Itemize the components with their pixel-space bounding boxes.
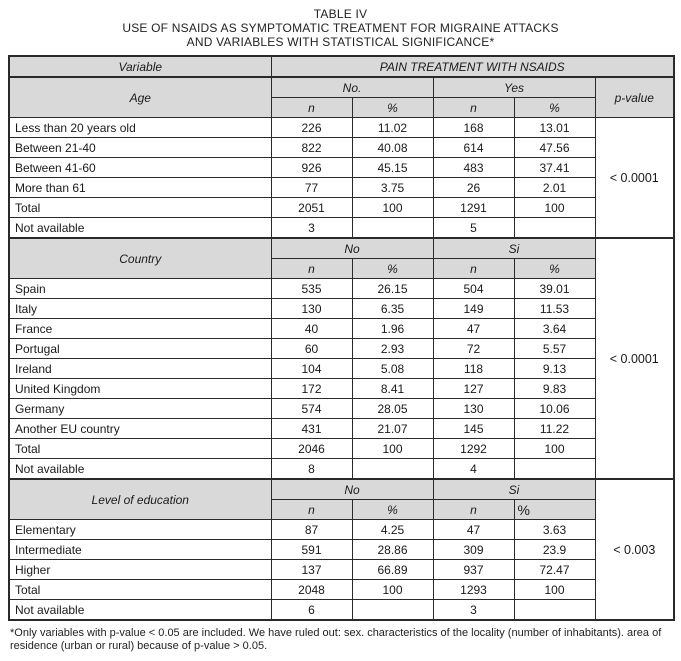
table-title-line1: USE OF NSAIDS AS SYMPTOMATIC TREATMENT FOR MIGRAINE ATTACKS [122,21,559,35]
subheader-cell: % [514,500,595,520]
yes-pct-cell: 100 [514,439,595,459]
no-pct-cell: 100 [352,580,433,600]
section-name: Level of education [9,479,271,520]
no-pct-cell: 100 [352,439,433,459]
row-label: France [9,319,271,339]
yes-column-header: Si [433,479,595,500]
no-pct-cell: 8.41 [352,379,433,399]
no-n-cell: 2046 [271,439,352,459]
table-row [9,580,674,600]
no-n-cell: 574 [271,399,352,419]
no-pct-cell: 28.05 [352,399,433,419]
row-label: Portugal [9,339,271,359]
yes-n-cell: 145 [433,419,514,439]
section-header-row [9,479,674,500]
row-label: Total [9,198,271,218]
yes-pct-cell: 47.56 [514,138,595,158]
table-row [9,319,674,339]
nsaids-table-body [9,56,674,620]
table-footnote: *Only variables with p-value < 0.05 are included. We have ruled out: sex. characteristics of the locality (number of inhabitants). area of residence (urban or rural) because of p-value > 0.05. [10,627,662,652]
variable-header: Variable [9,56,271,77]
row-label: Not available [9,600,271,621]
table-row [9,158,674,178]
yes-n-cell: 614 [433,138,514,158]
yes-pct-cell: 2.01 [514,178,595,198]
yes-n-cell: 483 [433,158,514,178]
section-name: Age [9,77,271,118]
yes-n-cell: 168 [433,118,514,138]
no-pct-cell: 66.89 [352,560,433,580]
table-row [9,359,674,379]
yes-column-header: Yes [433,77,595,98]
no-n-cell: 822 [271,138,352,158]
no-n-cell: 591 [271,540,352,560]
no-pct-cell: 1.96 [352,319,433,339]
pvalue-cell: < 0.003 [595,479,674,620]
row-label: Another EU country [9,419,271,439]
no-n-cell: 40 [271,319,352,339]
yes-pct-cell: 13.01 [514,118,595,138]
no-pct-cell [352,600,433,621]
yes-n-cell: 1292 [433,439,514,459]
row-label: Intermediate [9,540,271,560]
section-header-row [9,77,674,98]
yes-pct-cell: 100 [514,580,595,600]
no-pct-cell: 3.75 [352,178,433,198]
table-row [9,279,674,299]
yes-n-cell: 3 [433,600,514,621]
table-row [9,339,674,359]
yes-pct-cell: 9.83 [514,379,595,399]
subheader-cell: n [433,500,514,520]
subheader-cell: n [433,259,514,279]
no-pct-cell [352,218,433,239]
no-n-cell: 8 [271,459,352,480]
yes-pct-cell: 5.57 [514,339,595,359]
yes-n-cell: 1291 [433,198,514,218]
yes-n-cell: 937 [433,560,514,580]
no-n-cell: 2048 [271,580,352,600]
row-label: Germany [9,399,271,419]
table-row [9,399,674,419]
subheader-cell: % [514,259,595,279]
table-row [9,138,674,158]
row-label: Ireland [9,359,271,379]
row-label: Spain [9,279,271,299]
row-label: Between 41-60 [9,158,271,178]
yes-pct-cell: 10.06 [514,399,595,419]
yes-n-cell: 130 [433,399,514,419]
table-row [9,419,674,439]
yes-n-cell: 47 [433,319,514,339]
table-row [9,459,674,480]
row-label: Less than 20 years old [9,118,271,138]
header-row [9,56,674,77]
subheader-cell: n [271,500,352,520]
no-n-cell: 3 [271,218,352,239]
yes-pct-cell: 72.47 [514,560,595,580]
subheader-cell: % [352,500,433,520]
no-pct-cell: 45.15 [352,158,433,178]
yes-n-cell: 72 [433,339,514,359]
pvalue-cell: < 0.0001 [595,238,674,479]
table-row [9,540,674,560]
no-n-cell: 926 [271,158,352,178]
yes-n-cell: 309 [433,540,514,560]
yes-n-cell: 127 [433,379,514,399]
no-n-cell: 87 [271,520,352,540]
no-column-header: No [271,479,433,500]
no-n-cell: 77 [271,178,352,198]
pvalue-header: p-value [595,77,674,118]
subheader-cell: % [352,98,433,118]
section-name: Country [9,238,271,279]
yes-pct-cell [514,600,595,621]
nsaids-table [8,55,675,621]
table-row [9,520,674,540]
yes-pct-cell [514,218,595,239]
subheader-cell: % [514,98,595,118]
row-label: United Kingdom [9,379,271,399]
no-n-cell: 137 [271,560,352,580]
table-row [9,299,674,319]
yes-n-cell: 47 [433,520,514,540]
table-row [9,178,674,198]
yes-pct-cell: 37.41 [514,158,595,178]
no-pct-cell: 6.35 [352,299,433,319]
no-pct-cell: 21.07 [352,419,433,439]
no-pct-cell: 100 [352,198,433,218]
section-header-row [9,238,674,259]
no-n-cell: 535 [271,279,352,299]
row-label: More than 61 [9,178,271,198]
subheader-cell: n [271,98,352,118]
yes-pct-cell: 39.01 [514,279,595,299]
no-n-cell: 172 [271,379,352,399]
yes-n-cell: 1293 [433,580,514,600]
no-n-cell: 2051 [271,198,352,218]
yes-n-cell: 118 [433,359,514,379]
yes-pct-cell: 3.63 [514,520,595,540]
row-label: Not available [9,218,271,239]
no-pct-cell: 4.25 [352,520,433,540]
no-pct-cell: 2.93 [352,339,433,359]
table-row [9,218,674,239]
yes-n-cell: 149 [433,299,514,319]
no-pct-cell: 26.15 [352,279,433,299]
table-title-line2: AND VARIABLES WITH STATISTICAL SIGNIFICANCE* [186,35,495,49]
yes-n-cell: 504 [433,279,514,299]
no-column-header: No. [271,77,433,98]
row-label: Elementary [9,520,271,540]
no-n-cell: 6 [271,600,352,621]
table-row [9,560,674,580]
row-label: Italy [9,299,271,319]
no-pct-cell [352,459,433,480]
yes-pct-cell: 23.9 [514,540,595,560]
no-pct-cell: 40.08 [352,138,433,158]
yes-pct-cell: 3.64 [514,319,595,339]
no-pct-cell: 5.08 [352,359,433,379]
table-row [9,379,674,399]
no-n-cell: 130 [271,299,352,319]
yes-n-cell: 26 [433,178,514,198]
table-row [9,198,674,218]
no-n-cell: 431 [271,419,352,439]
yes-n-cell: 5 [433,218,514,239]
yes-pct-cell: 11.53 [514,299,595,319]
row-label: Not available [9,459,271,480]
subheader-cell: n [271,259,352,279]
subheader-cell: % [352,259,433,279]
table-title-block [0,0,681,49]
no-n-cell: 104 [271,359,352,379]
table-row [9,118,674,138]
row-label: Total [9,580,271,600]
row-label: Between 21-40 [9,138,271,158]
subheader-cell: n [433,98,514,118]
table-number: TABLE IV [313,7,368,21]
no-column-header: No [271,238,433,259]
yes-pct-cell: 9.13 [514,359,595,379]
yes-pct-cell [514,459,595,480]
no-n-cell: 226 [271,118,352,138]
pvalue-cell: < 0.0001 [595,118,674,239]
yes-pct-cell: 11.22 [514,419,595,439]
no-pct-cell: 11.02 [352,118,433,138]
table-row [9,600,674,621]
treatment-header: PAIN TREATMENT WITH NSAIDS [271,56,674,77]
yes-n-cell: 4 [433,459,514,480]
table-row [9,439,674,459]
yes-pct-cell: 100 [514,198,595,218]
no-pct-cell: 28.86 [352,540,433,560]
row-label: Total [9,439,271,459]
row-label: Higher [9,560,271,580]
yes-column-header: Si [433,238,595,259]
no-n-cell: 60 [271,339,352,359]
